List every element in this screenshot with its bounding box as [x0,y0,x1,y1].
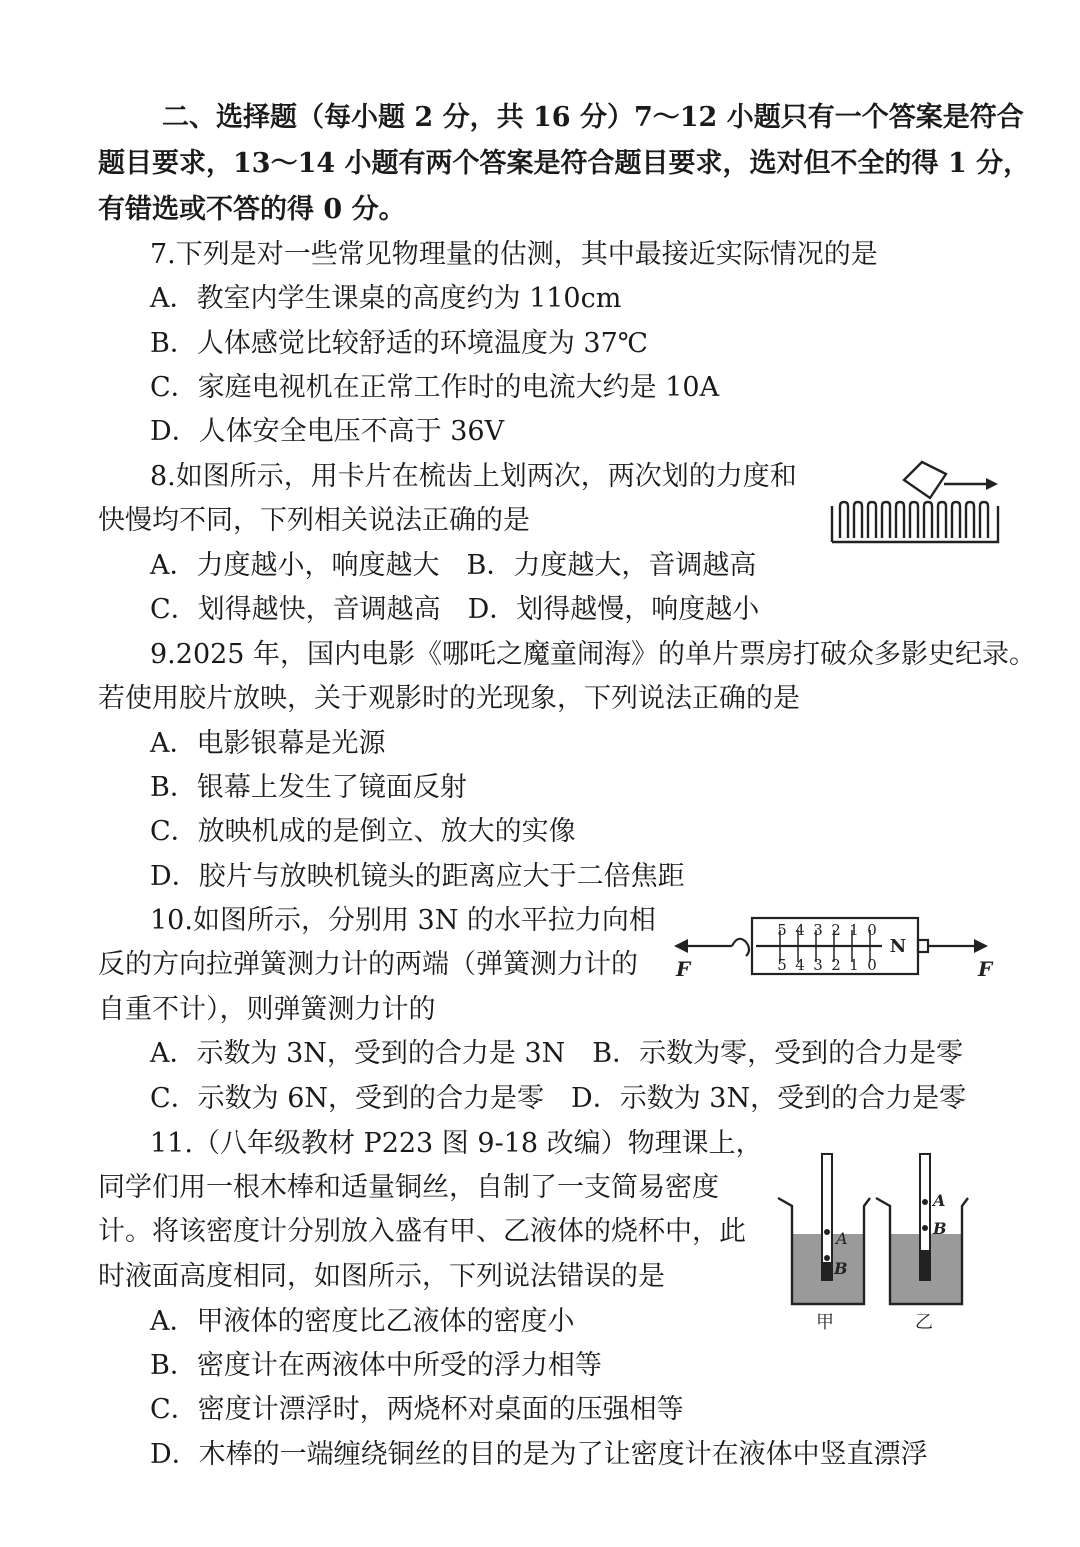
right-force-arrowhead [974,939,988,953]
beaker-jia [778,1154,870,1304]
q9-stem-line2: 若使用胶片放映，关于观影时的光现象，下列说法正确的是 [98,683,800,714]
q9-option-d: D．胶片与放映机镜头的距离应大于二倍焦距 [150,861,685,892]
tick-top-3: 3 [813,921,823,939]
q11-stem-line3: 计。将该密度计分别放入盛有甲、乙液体的烧杯中，此 [98,1216,746,1247]
q11-option-d: D．木棒的一端缠绕铜丝的目的是为了让密度计在液体中竖直漂浮 [150,1439,928,1470]
left-force-arrowhead [674,939,688,953]
q11-option-a: A．甲液体的密度比乙液体的密度小 [150,1306,575,1337]
q11-stem-line4: 时液面高度相同，如图所示，下列说法错误的是 [98,1261,665,1292]
section-heading: 二、选择题（每小题 2 分，共 16 分）7～12 小题只有一个答案是符合 [162,102,1024,133]
mark-a-dot-yi [922,1199,928,1205]
beaker-yi [876,1154,968,1304]
mark-b-label-yi: B [933,1219,947,1238]
spring-scale-figure [672,906,1002,990]
hydrometer-jia-stick [822,1154,832,1280]
hydrometer-jia-copper [822,1262,832,1280]
mark-b-dot-jia [824,1255,830,1261]
q9-stem-line1: 9.2025 年，国内电影《哪吒之魔童闹海》的单片票房打破众多影史纪录。 [150,639,1037,670]
scale-hook [732,939,749,956]
hydrometer-beakers-figure [770,1150,970,1336]
q11-option-b: B．密度计在两液体中所受的浮力相等 [150,1350,602,1381]
q10-stem-line3: 自重不计），则弹簧测力计的 [98,994,436,1025]
q9-option-c: C．放映机成的是倒立、放大的实像 [150,816,576,847]
q7-stem: 7.下列是对一些常见物理量的估测，其中最接近实际情况的是 [150,239,878,270]
q9-option-a: A．电影银幕是光源 [150,728,386,759]
beaker-yi-label: 乙 [915,1312,933,1333]
q10-options-ab: A．示数为 3N，受到的合力是 3N B．示数为零，受到的合力是零 [150,1038,964,1069]
beaker-jia-label: 甲 [816,1312,834,1333]
q8-stem-line1: 8.如图所示，用卡片在梳齿上划两次，两次划的力度和 [150,461,797,492]
q10-stem-line1: 10.如图所示，分别用 3N 的水平拉力向相 [150,905,656,936]
mark-a-dot-jia [824,1229,830,1235]
comb-teeth [840,502,988,538]
tick-bottom-2: 2 [831,956,841,974]
card-shape [904,462,946,498]
hydrometer-yi-copper [920,1250,930,1280]
tick-top-0: 0 [867,921,877,939]
tick-top-4: 4 [795,921,805,939]
mark-b-dot-yi [922,1225,928,1231]
tick-bottom-3: 3 [813,956,823,974]
mark-a-label-jia: A [836,1229,848,1248]
scale-ring [918,940,928,952]
left-force-label: F [676,957,691,981]
tick-bottom-4: 4 [795,956,805,974]
motion-arrow-head [986,478,998,490]
q11-stem-line2: 同学们用一根木棒和适量铜丝，自制了一支简易密度 [98,1172,719,1203]
q9-option-b: B．银幕上发生了镜面反射 [150,772,467,803]
q7-option-c: C．家庭电视机在正常工作时的电流大约是 10A [150,372,720,403]
tick-bottom-5: 5 [777,956,787,974]
section-scoring: 有错选或不答的得 0 分。 [98,194,406,225]
q10-options-cd: C．示数为 6N，受到的合力是零 D．示数为 3N，受到的合力是零 [150,1083,967,1114]
tick-top-1: 1 [849,921,859,939]
scale-unit-label: N [889,936,907,957]
q7-option-a: A．教室内学生课桌的高度约为 110cm [150,283,622,314]
tick-top-5: 5 [777,921,787,939]
mark-b-label-jia: B [834,1259,848,1278]
tick-bottom-1: 1 [849,956,859,974]
q7-option-b: B．人体感觉比较舒适的环境温度为 37℃ [150,328,648,359]
q11-option-c: C．密度计漂浮时，两烧杯对桌面的压强相等 [150,1394,684,1425]
q8-options-ab: A．力度越小，响度越大 B．力度越大，音调越高 [150,550,757,581]
q8-options-cd: C．划得越快，音调越高 D．划得越慢，响度越小 [150,594,760,625]
q8-stem-line2: 快慢均不同，下列相关说法正确的是 [98,505,530,536]
mark-a-label-yi: A [933,1191,946,1210]
tick-bottom-0: 0 [867,956,877,974]
section-instructions: 题目要求，13～14 小题有两个答案是符合题目要求，选对但不全的得 1 分， [98,148,1031,179]
q11-stem-line1: 11.（八年级教材 P223 图 9-18 改编）物理课上， [150,1128,763,1159]
right-force-label: F [978,957,993,981]
q7-option-d: D．人体安全电压不高于 36V [150,416,505,447]
comb-card-figure [826,450,1006,550]
q10-stem-line2: 反的方向拉弹簧测力计的两端（弹簧测力计的 [98,949,638,980]
tick-top-2: 2 [831,921,841,939]
